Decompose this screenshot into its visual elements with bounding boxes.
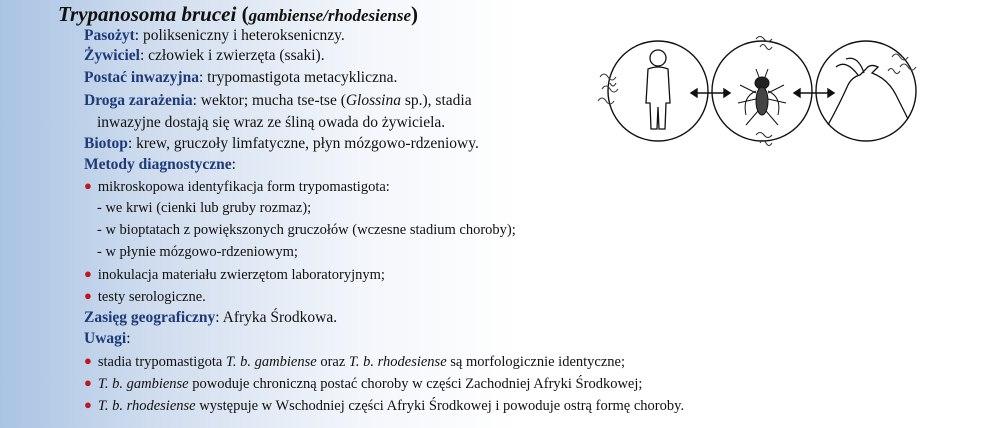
field-value: : bbox=[231, 156, 236, 173]
antelope-icon bbox=[828, 58, 908, 125]
field-postac bbox=[84, 68, 397, 87]
field-label: Pasożyt bbox=[84, 27, 135, 44]
field-label: Żywiciel bbox=[84, 47, 140, 64]
species-name: T. b. rhodesiense bbox=[348, 354, 447, 370]
field-zywiciel bbox=[84, 46, 325, 65]
field-biotop bbox=[84, 134, 479, 153]
diag-bullet-2 bbox=[84, 265, 385, 285]
field-label: Metody diagnostyczne bbox=[84, 156, 232, 173]
title-paren-close: ) bbox=[411, 2, 419, 26]
field-value: : polikseniczny i heteroksenicnzy. bbox=[134, 27, 345, 44]
list-item: - w bioptatach z powiększonych gruczołów (wczesne stadium choroby); bbox=[97, 222, 516, 238]
field-value: : Afryka Środkowa. bbox=[215, 309, 338, 326]
bullet-icon: ● bbox=[84, 178, 92, 193]
field-label: Uwagi bbox=[84, 330, 127, 347]
field-zasieg bbox=[84, 308, 337, 327]
field-value: inwazyjne dostają się wraz ze śliną owada do żywiciela. bbox=[97, 114, 446, 131]
diag-bullet-3 bbox=[84, 287, 206, 307]
field-value: : bbox=[126, 330, 131, 347]
trypanosome-icon bbox=[598, 37, 916, 146]
diag-sub-3 bbox=[97, 243, 298, 262]
field-label: Zasięg geograficzny bbox=[84, 309, 216, 326]
field-value: : wektor; mucha tse-tse ( bbox=[192, 92, 346, 109]
field-pasozyt bbox=[84, 26, 345, 45]
field-value: : krew, gruczoły limfatyczne, płyn mózgowo-rdzeniowy. bbox=[127, 135, 479, 152]
note-text: stadia trypomastigota bbox=[97, 354, 226, 370]
note-text: występuje w Wschodniej części Afryki Środkowej i powoduje ostrą formę choroby. bbox=[195, 398, 685, 414]
field-uwagi bbox=[84, 329, 131, 348]
genus-name: Glossina bbox=[345, 92, 401, 109]
note-text: oraz bbox=[316, 354, 349, 370]
species-name: T. b. rhodesiense bbox=[97, 398, 196, 414]
bullet-icon: ● bbox=[84, 288, 92, 303]
list-item: - w płynie mózgowo-rdzeniowym; bbox=[97, 244, 298, 260]
title-paren-open: ( bbox=[241, 2, 249, 26]
diag-bullet-1 bbox=[84, 177, 390, 197]
title-species: Trypanosoma brucei bbox=[58, 2, 237, 26]
diag-sub-1 bbox=[97, 199, 311, 218]
bullet-icon: ● bbox=[84, 397, 92, 412]
field-droga-cont bbox=[97, 113, 445, 132]
note-2 bbox=[84, 374, 642, 394]
field-value: : człowiek i zwierzęta (ssaki). bbox=[139, 47, 325, 64]
field-metody bbox=[84, 155, 236, 174]
field-label: Biotop bbox=[84, 135, 128, 152]
field-label: Postać inwazyjna bbox=[84, 69, 199, 86]
species-name: T. b. gambiense bbox=[97, 376, 189, 392]
note-text: powoduje chroniczną postać choroby w części Zachodniej Afryki Środkowej; bbox=[188, 376, 643, 392]
bullet-icon: ● bbox=[84, 266, 92, 281]
note-text: są morfologicznie identyczne; bbox=[446, 354, 626, 370]
bullet-icon: ● bbox=[84, 375, 92, 390]
field-droga bbox=[84, 91, 472, 110]
list-item: inokulacja materiału zwierzętom laboratoryjnym; bbox=[97, 267, 385, 283]
title-subspecies: gambiense/rhodesiense bbox=[248, 6, 412, 25]
human-icon bbox=[646, 50, 670, 129]
list-item: - we krwi (cienki lub gruby rozmaz); bbox=[97, 200, 312, 216]
note-1 bbox=[84, 352, 625, 372]
page-title bbox=[58, 2, 418, 27]
tsetse-fly-icon bbox=[738, 69, 786, 125]
note-3 bbox=[84, 396, 684, 416]
field-value: sp.), stadia bbox=[400, 92, 472, 109]
list-item: mikroskopowa identyfikacja form trypomastigota: bbox=[97, 179, 390, 195]
field-label: Droga zarażenia bbox=[84, 92, 193, 109]
life-cycle-diagram bbox=[596, 33, 926, 151]
list-item: testy serologiczne. bbox=[97, 289, 206, 305]
bullet-icon: ● bbox=[84, 353, 92, 368]
diag-sub-2 bbox=[97, 221, 516, 240]
field-value: : trypomastigota metacykliczna. bbox=[198, 69, 398, 86]
species-name: T. b. gambiense bbox=[225, 354, 317, 370]
